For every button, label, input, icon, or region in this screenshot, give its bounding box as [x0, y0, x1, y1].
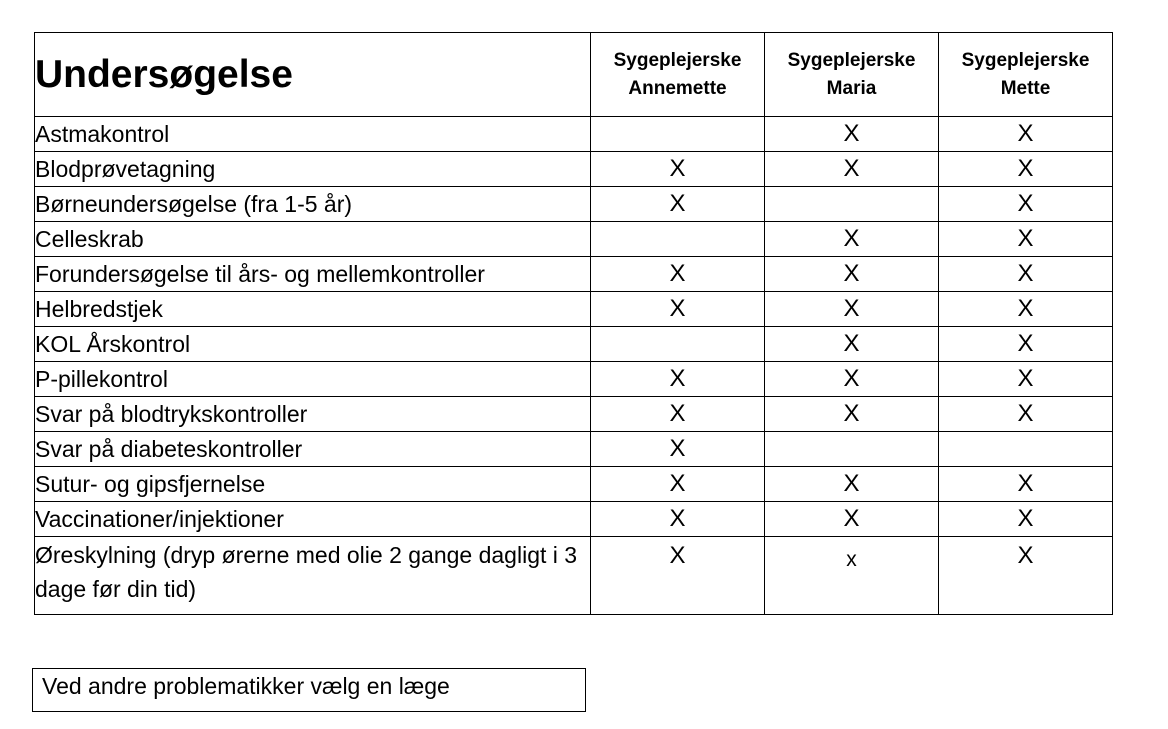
availability-mark: X — [591, 397, 765, 432]
availability-mark: X — [765, 397, 939, 432]
availability-mark: X — [939, 117, 1113, 152]
table-row — [35, 432, 1113, 467]
availability-mark: X — [765, 257, 939, 292]
availability-mark: X — [591, 362, 765, 397]
nurse-header-line1: Sygeplejerske — [961, 49, 1090, 71]
availability-mark: X — [939, 362, 1113, 397]
availability-mark: X — [765, 502, 939, 537]
examination-name: P-pillekontrol — [35, 362, 591, 397]
availability-mark — [765, 187, 939, 222]
examination-name: Sutur- og gipsfjernelse — [35, 467, 591, 502]
table-header-row — [35, 33, 1113, 117]
availability-mark: X — [939, 397, 1113, 432]
availability-mark: X — [939, 152, 1113, 187]
examination-table — [34, 32, 1113, 615]
availability-mark: X — [939, 187, 1113, 222]
availability-mark: X — [591, 432, 765, 467]
examination-name: Svar på diabeteskontroller — [35, 432, 591, 467]
availability-mark: X — [591, 187, 765, 222]
availability-mark: X — [939, 502, 1113, 537]
nurse-header-line1: Sygeplejerske — [613, 49, 742, 71]
table-row — [35, 397, 1113, 432]
examination-name: Helbredstjek — [35, 292, 591, 327]
table-row — [35, 117, 1113, 152]
examination-name: Forundersøgelse til års- og mellemkontroller — [35, 257, 591, 292]
table-row — [35, 502, 1113, 537]
availability-mark — [939, 432, 1113, 467]
availability-mark: X — [765, 117, 939, 152]
note-box: Ved andre problematikker vælg en læge — [32, 668, 586, 712]
table-row — [35, 257, 1113, 292]
availability-mark: X — [591, 257, 765, 292]
availability-mark: X — [591, 467, 765, 502]
nurse-header-line1: Sygeplejerske — [787, 49, 916, 71]
availability-mark: X — [765, 467, 939, 502]
availability-mark: X — [939, 292, 1113, 327]
examination-name: Svar på blodtrykskontroller — [35, 397, 591, 432]
availability-mark: X — [591, 152, 765, 187]
availability-mark: X — [591, 537, 765, 615]
availability-mark: X — [591, 502, 765, 537]
table-row — [35, 152, 1113, 187]
availability-mark: X — [939, 257, 1113, 292]
availability-mark: X — [939, 222, 1113, 257]
examination-name: KOL Årskontrol — [35, 327, 591, 362]
table-title: Undersøgelse — [35, 33, 591, 117]
table-row — [35, 467, 1113, 502]
availability-mark-small: x — [846, 548, 857, 571]
examination-name: Børneundersøgelse (fra 1-5 år) — [35, 187, 591, 222]
examination-name: Celleskrab — [35, 222, 591, 257]
nurse-header-line2: Maria — [826, 77, 877, 99]
availability-mark — [591, 327, 765, 362]
examination-name: Vaccinationer/injektioner — [35, 502, 591, 537]
nurse-header-maria — [765, 33, 939, 117]
table-row — [35, 327, 1113, 362]
availability-mark — [591, 117, 765, 152]
availability-mark: X — [765, 327, 939, 362]
availability-mark: X — [765, 292, 939, 327]
examination-name: Øreskylning (dryp ørerne med olie 2 gange dagligt i 3 dage før din tid) — [35, 537, 591, 615]
availability-mark: X — [765, 222, 939, 257]
availability-mark: X — [591, 292, 765, 327]
table-row — [35, 362, 1113, 397]
table-row — [35, 292, 1113, 327]
availability-mark: X — [765, 152, 939, 187]
availability-mark: X — [765, 362, 939, 397]
table-row — [35, 537, 1113, 615]
examination-name: Blodprøvetagning — [35, 152, 591, 187]
availability-mark: X — [939, 327, 1113, 362]
nurse-header-line2: Annemette — [628, 77, 727, 99]
nurse-header-mette — [939, 33, 1113, 117]
nurse-header-line2: Mette — [1000, 77, 1051, 99]
table-row — [35, 222, 1113, 257]
availability-mark — [765, 537, 939, 615]
table-row — [35, 187, 1113, 222]
availability-mark — [765, 432, 939, 467]
examination-name: Astmakontrol — [35, 117, 591, 152]
availability-mark: X — [939, 467, 1113, 502]
availability-mark — [591, 222, 765, 257]
nurse-header-annemette — [591, 33, 765, 117]
availability-mark: X — [939, 537, 1113, 615]
